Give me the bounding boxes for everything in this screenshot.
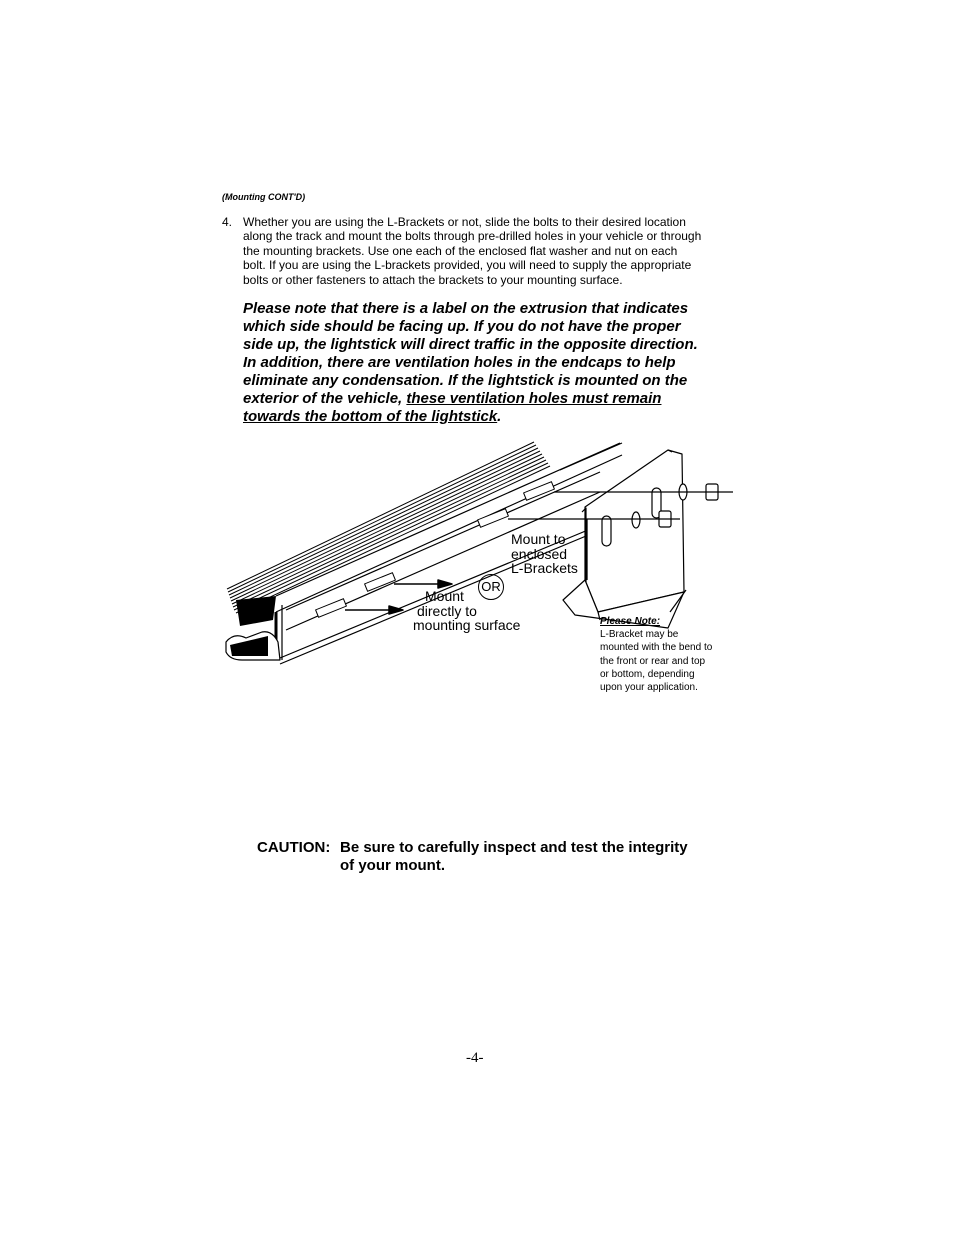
caution-line: of your mount.: [340, 857, 445, 874]
note-line: In addition, there are ventilation holes in the endcaps to help: [243, 354, 676, 371]
bracket-note-line: the front or rear and top: [600, 655, 706, 667]
bracket-note-line: L-Bracket may be: [600, 629, 679, 641]
step-line: Whether you are using the L-Brackets or not, slide the bolts to their desired location: [243, 215, 686, 229]
extrusion-top-profile: [236, 596, 276, 626]
note-line: eliminate any condensation. If the lightstick is mounted on the: [243, 372, 688, 389]
note-line: Please note that there is a label on the extrusion that indicates: [243, 300, 689, 317]
step-line: bolts or other fasteners to attach the brackets to your mounting surface.: [243, 272, 623, 287]
caution-label: CAUTION:: [257, 839, 331, 856]
note-emphasis: these ventilation holes must remain: [406, 390, 662, 407]
bracket-note-line: mounted with the bend to: [600, 642, 713, 654]
note-text: exterior of the vehicle,: [243, 390, 407, 407]
step-line: along the track and mount the bolts through pre-drilled holes in your vehicle or through: [243, 229, 702, 244]
l-bracket: [563, 450, 686, 628]
step-line: the mounting brackets. Use one each of the enclosed flat washer and nut on each: [243, 243, 678, 258]
bracket-note-line: or bottom, depending: [600, 668, 695, 680]
label-mount-brackets: [511, 532, 578, 576]
label-line: L-Brackets: [511, 560, 578, 576]
note-emphasis: towards the bottom of the lightstick: [243, 408, 498, 425]
caution-text: [340, 839, 688, 875]
label-line: enclosed: [511, 545, 568, 562]
label-mount-direct: [413, 589, 520, 633]
or-badge: OR: [478, 574, 504, 600]
label-line: Mount: [425, 588, 464, 604]
page-number: -4-: [466, 1050, 484, 1066]
bracket-slot: [602, 516, 611, 546]
bracket-note-heading: Please Note:: [600, 616, 661, 627]
section-tag: (Mounting CONT'D): [222, 192, 306, 202]
step-number: 4.: [222, 215, 233, 229]
label-line: Mount to: [511, 531, 566, 547]
note-text: .: [497, 408, 502, 425]
caution-line: Be sure to carefully inspect and test the integrity: [340, 839, 688, 856]
bracket-note: [600, 615, 740, 694]
label-line: directly to: [417, 602, 477, 619]
step-line: bolt. If you are using the L-brackets provided, you will need to supply the appropriate: [243, 258, 692, 273]
label-line: mounting surface: [413, 617, 521, 633]
note-line: side up, the lightstick will direct traffic in the opposite direction.: [243, 336, 698, 353]
bracket-note-line: upon your application.: [600, 682, 698, 694]
note-line: which side should be facing up. If you do not have the proper: [243, 318, 681, 335]
